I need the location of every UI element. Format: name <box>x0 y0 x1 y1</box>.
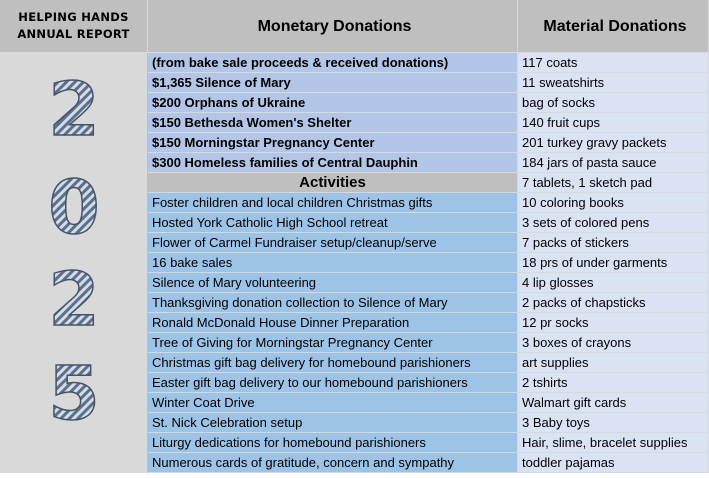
year-digit-4: 5 <box>48 351 100 437</box>
monetary-header: Monetary Donations <box>148 0 518 53</box>
material-row: 117 coats <box>518 53 709 73</box>
material-row: 12 pr socks <box>518 313 709 333</box>
material-row: 7 tablets, 1 sketch pad <box>518 173 709 193</box>
monetary-row: $200 Orphans of Ukraine <box>148 93 518 113</box>
material-row: 4 lip glosses <box>518 273 709 293</box>
material-row: 184 jars of pasta sauce <box>518 153 709 173</box>
activity-row: Numerous cards of gratitude, concern and sympathy <box>148 453 518 473</box>
activity-row: Flower of Carmel Fundraiser setup/cleanup/serve <box>148 233 518 253</box>
material-row: 7 packs of stickers <box>518 233 709 253</box>
monetary-row: $300 Homeless families of Central Dauphin <box>148 153 518 173</box>
year-column <box>0 53 148 473</box>
material-row: 10 coloring books <box>518 193 709 213</box>
material-row: 3 sets of colored pens <box>518 213 709 233</box>
activity-row: Thanksgiving donation collection to Silence of Mary <box>148 293 518 313</box>
activity-row: Ronald McDonald House Dinner Preparation <box>148 313 518 333</box>
material-row: 11 sweatshirts <box>518 73 709 93</box>
year-digit-3: 2 <box>48 257 100 343</box>
material-row: bag of socks <box>518 93 709 113</box>
monetary-row: (from bake sale proceeds & received donations) <box>148 53 518 73</box>
material-row: art supplies <box>518 353 709 373</box>
material-row: toddler pajamas <box>518 453 709 473</box>
activity-row: Tree of Giving for Morningstar Pregnancy Center <box>148 333 518 353</box>
year-digit-1: 2 <box>48 67 100 153</box>
year-digits-graphic <box>0 53 148 478</box>
year-digit-2: 0 <box>48 165 100 251</box>
activity-row: Hosted York Catholic High School retreat <box>148 213 518 233</box>
report-title-line2: ANNUAL REPORT <box>17 27 130 41</box>
activity-row: 16 bake sales <box>148 253 518 273</box>
material-row: 18 prs of under garments <box>518 253 709 273</box>
monetary-row: $150 Bethesda Women's Shelter <box>148 113 518 133</box>
material-row: 3 Baby toys <box>518 413 709 433</box>
activity-row: St. Nick Celebration setup <box>148 413 518 433</box>
activity-row: Christmas gift bag delivery for homebound parishioners <box>148 353 518 373</box>
material-header: Material Donations <box>518 0 709 53</box>
material-row: 201 turkey gravy packets <box>518 133 709 153</box>
material-row: 2 tshirts <box>518 373 709 393</box>
report-title <box>0 0 148 53</box>
report-title-line1: HELPING HANDS <box>18 10 129 24</box>
material-row: 3 boxes of crayons <box>518 333 709 353</box>
activity-row: Winter Coat Drive <box>148 393 518 413</box>
material-row: Walmart gift cards <box>518 393 709 413</box>
material-row: Hair, slime, bracelet supplies <box>518 433 709 453</box>
monetary-row: $1,365 Silence of Mary <box>148 73 518 93</box>
activity-row: Silence of Mary volunteering <box>148 273 518 293</box>
activities-header: Activities <box>148 173 518 193</box>
activity-row: Liturgy dedications for homebound parishioners <box>148 433 518 453</box>
activity-row: Easter gift bag delivery to our homebound parishioners <box>148 373 518 393</box>
monetary-row: $150 Morningstar Pregnancy Center <box>148 133 518 153</box>
material-row: 2 packs of chapsticks <box>518 293 709 313</box>
material-row: 140 fruit cups <box>518 113 709 133</box>
activity-row: Foster children and local children Christmas gifts <box>148 193 518 213</box>
